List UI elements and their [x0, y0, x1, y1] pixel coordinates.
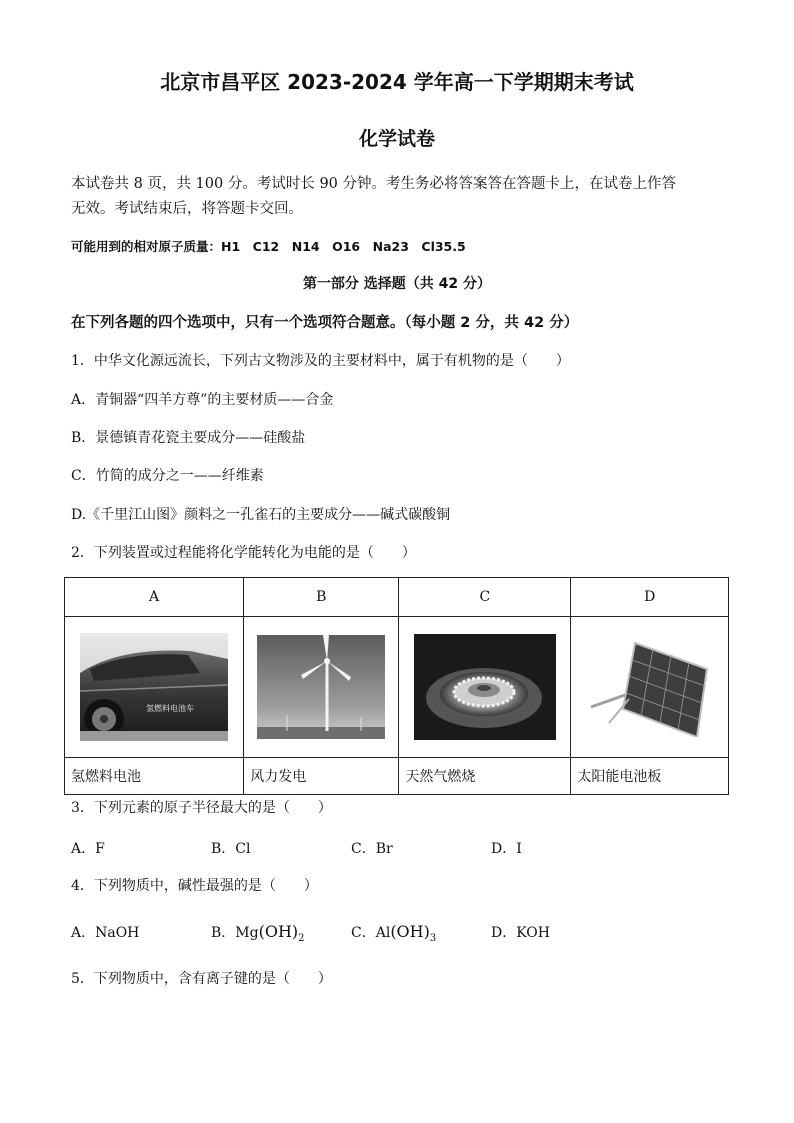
q2-stem: 2．下列装置或过程能将化学能转化为电能的是（ ）	[71, 545, 416, 561]
q2-header-c: C	[399, 578, 571, 617]
hydrogen-fuel-car-image	[80, 633, 228, 741]
q2-header-d: D	[571, 578, 729, 617]
q3-option-d: D．I	[491, 841, 522, 857]
q3-option-b: B．Cl	[211, 841, 251, 857]
exam-subtitle: 化学试卷	[358, 128, 435, 150]
atomic-mass-line: 可能用到的相对原子质量：H1 C12 N14 O16 Na23 Cl35.5	[71, 239, 466, 254]
intro-line-2: 无效。考试结束后，将答题卡交回。	[71, 201, 303, 217]
q2-options-table	[64, 577, 729, 795]
q2-caption-b: 风力发电	[244, 758, 399, 795]
q4-option-a: A．NaOH	[71, 925, 140, 941]
q4-option-c	[351, 922, 436, 944]
q2-image-cell-c	[399, 617, 571, 758]
part1-heading: 第一部分 选择题（共 42 分）	[302, 276, 492, 292]
gas-burner-flame-image	[414, 634, 556, 740]
q1-option-c: C．竹简的成分之一——纤维素	[71, 468, 264, 484]
q4-option-c-formula: (OH)	[390, 922, 430, 941]
q4-option-b	[211, 922, 305, 944]
q1-option-d: D.《千里江山图》颜料之一孔雀石的主要成分——碱式碳酸铜	[71, 507, 451, 523]
q1-option-a: A．青铜器“四羊方尊”的主要材质——合金	[71, 392, 334, 408]
q2-caption-d: 太阳能电池板	[571, 758, 729, 795]
solar-panel-image	[585, 637, 715, 737]
wind-turbine-image	[257, 635, 385, 739]
q2-header-a: A	[65, 578, 244, 617]
q4-option-d: D．KOH	[491, 925, 550, 941]
q1-option-b: B．景德镇青花瓷主要成分——硅酸盐	[71, 430, 306, 446]
intro-line-1: 本试卷共 8 页，共 100 分。考试时长 90 分钟。考生务必将答案答在答题卡上，在试卷上作答	[71, 176, 677, 192]
q1-stem: 1．中华文化源远流长，下列古文物涉及的主要材料中，属于有机物的是（ ）	[71, 353, 570, 369]
q2-image-cell-b	[244, 617, 399, 758]
q4-option-b-formula: (OH)	[258, 922, 299, 941]
q2-image-cell-a	[65, 617, 244, 758]
q2-caption-a: 氢燃料电池	[65, 758, 244, 795]
exam-title: 北京市昌平区 2023-2024 学年高一下学期期末考试	[160, 70, 634, 94]
q3-option-c: C．Br	[351, 841, 393, 857]
q3-stem: 3．下列元素的原子半径最大的是（ ）	[71, 800, 332, 816]
q2-header-b: B	[244, 578, 399, 617]
q5-stem: 5．下列物质中，含有离子键的是（ ）	[71, 971, 332, 987]
q4-option-b-prefix: B．Mg	[211, 925, 259, 941]
q4-stem: 4．下列物质中，碱性最强的是（ ）	[71, 878, 318, 894]
q3-option-a: A．F	[71, 841, 105, 857]
q2-image-cell-d	[571, 617, 729, 758]
q2-caption-c: 天然气燃烧	[399, 758, 571, 795]
q4-option-c-prefix: C．Al	[351, 925, 391, 941]
part1-instruction: 在下列各题的四个选项中，只有一个选项符合题意。（每小题 2 分，共 42 分）	[71, 315, 579, 331]
q4-option-b-subscript: 2	[298, 932, 305, 944]
q4-option-c-subscript: 3	[429, 932, 437, 944]
car-door-text: 氢燃料电池车	[146, 704, 195, 713]
